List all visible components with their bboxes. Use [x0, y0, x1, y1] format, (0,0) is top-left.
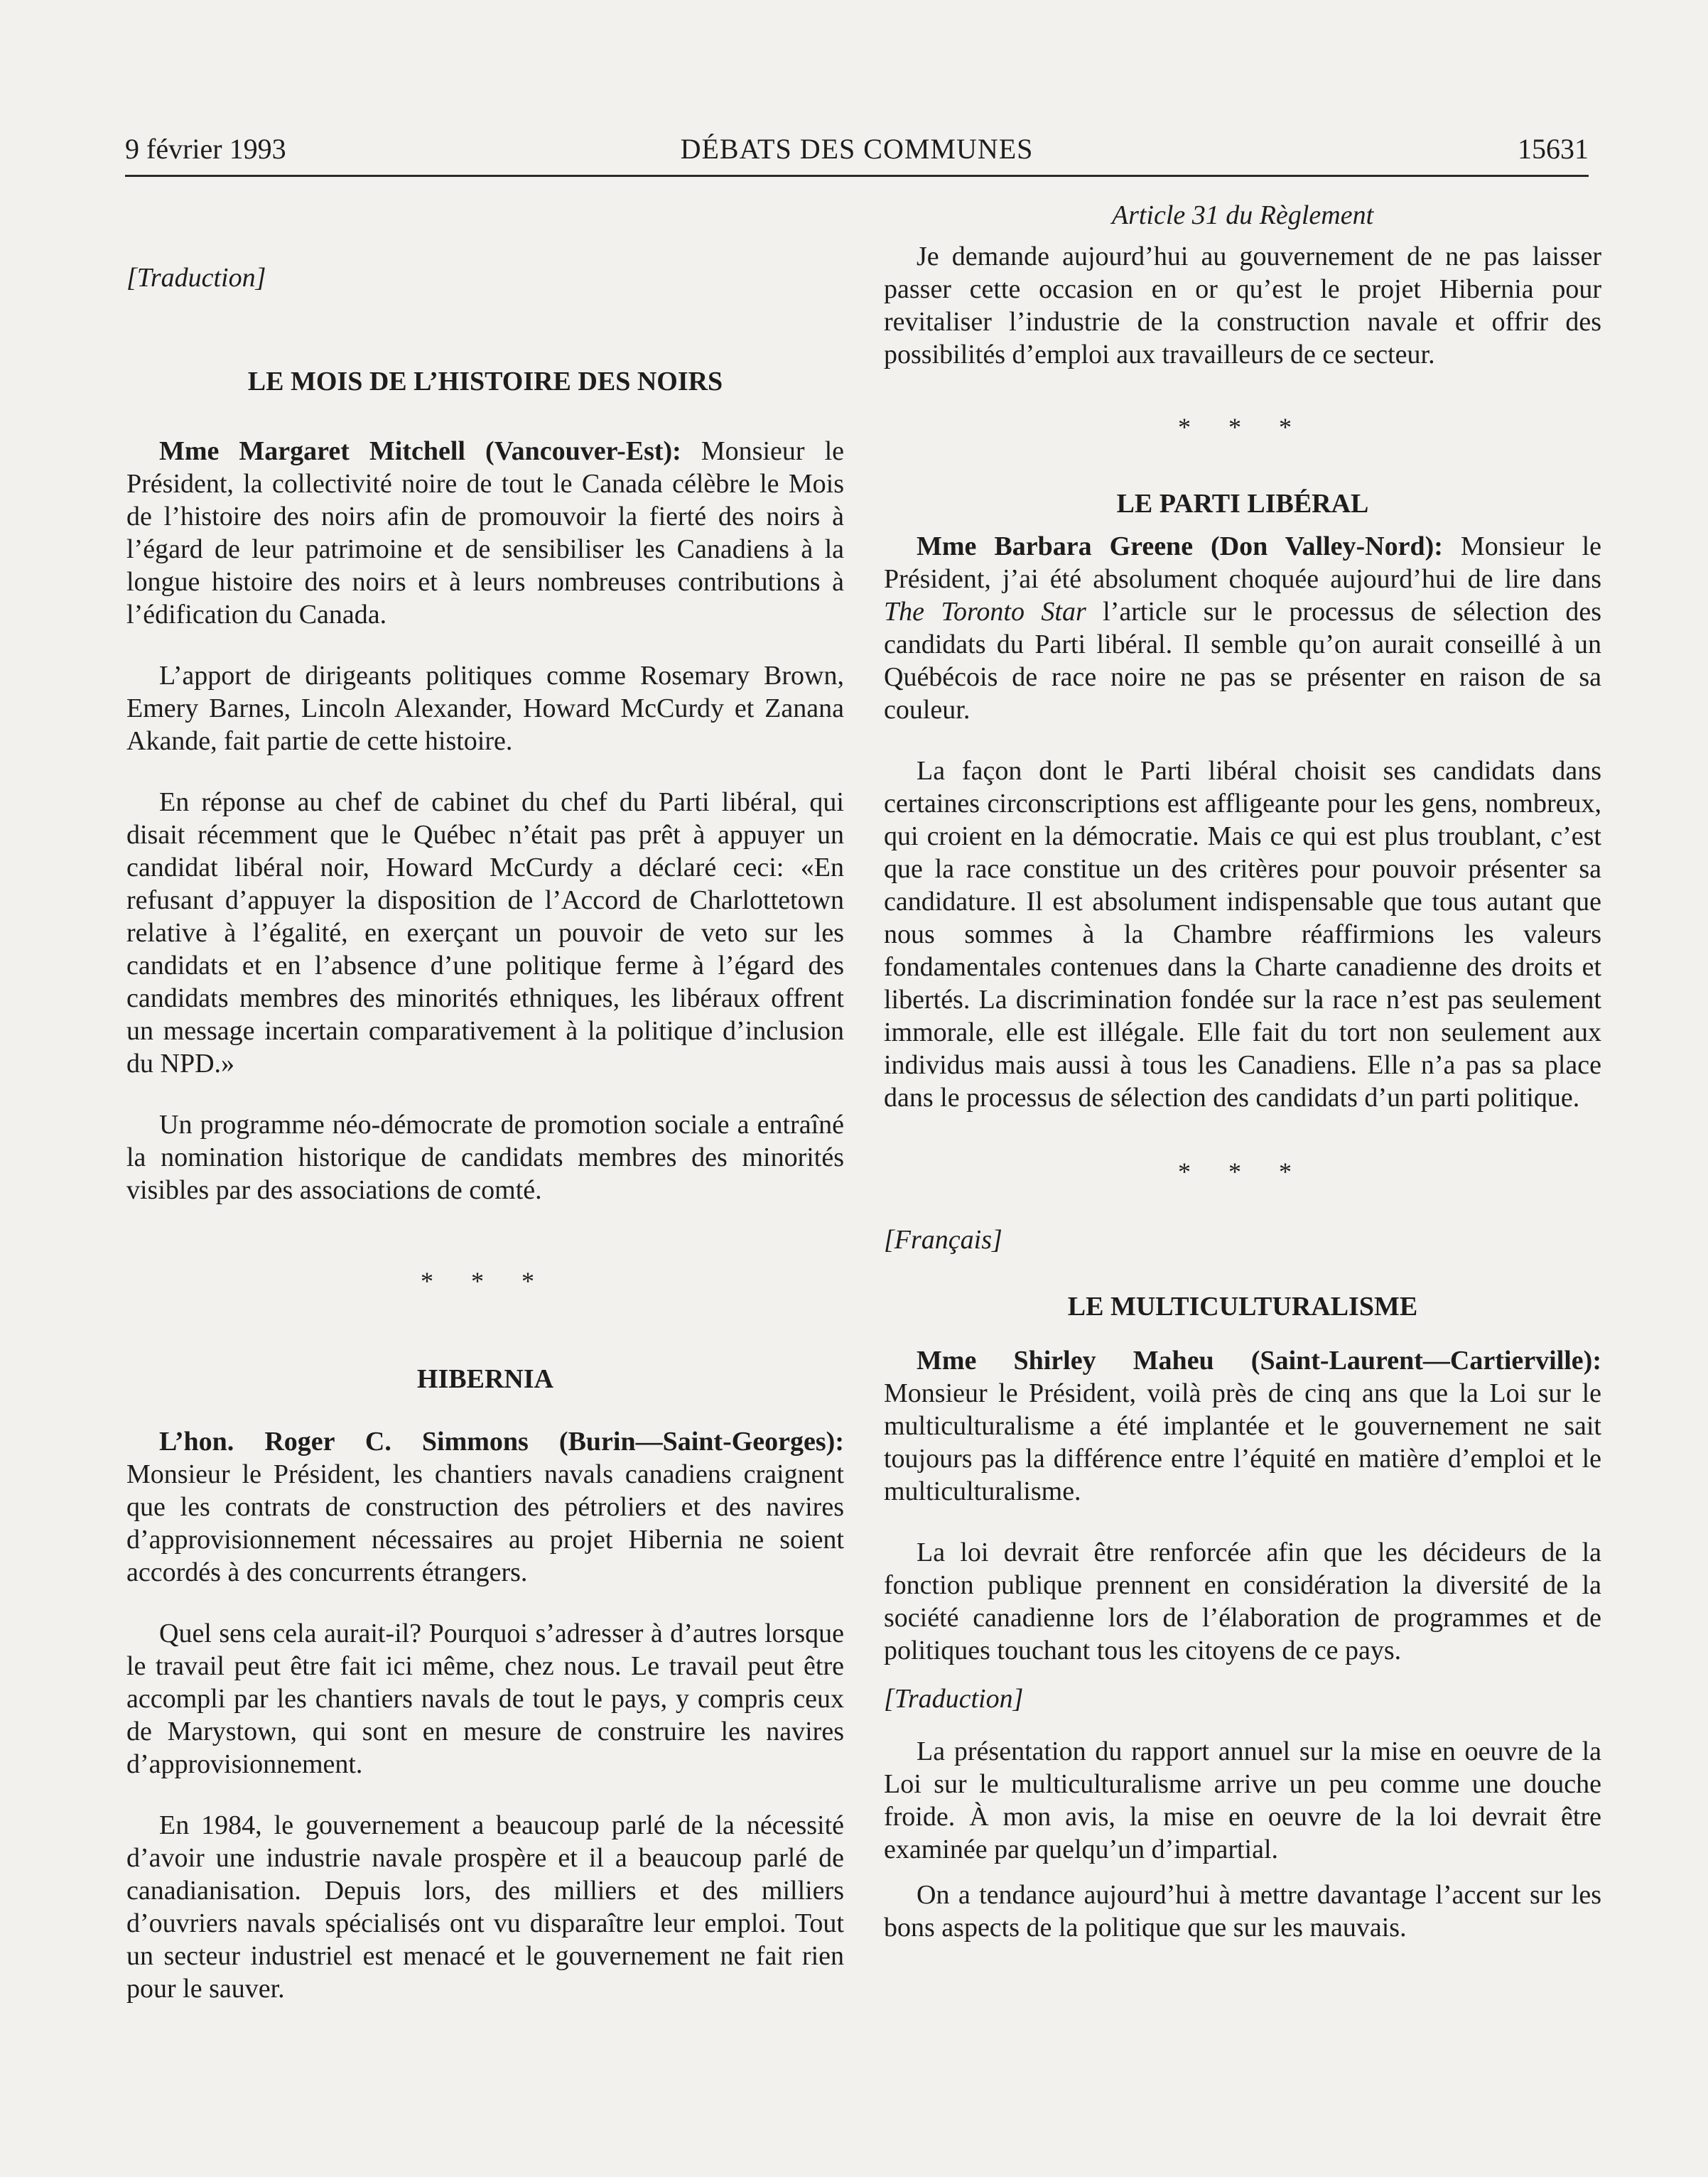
paragraph: Quel sens cela aurait-il? Pourquoi s’adresser à d’autres lorsque le travail peut être fait ici même, chez nous. Le travail peut être accompli par les chantiers navals de tout le pays, y compris ceux de Marystown, qui sont en mesure de construire les navires d’approvisionnement. [126, 1619, 844, 1779]
section-heading-black-history: LE MOIS DE L’HISTOIRE DES NOIRS [247, 367, 723, 396]
section-heading-liberal-party: LE PARTI LIBÉRAL [1116, 489, 1369, 519]
header-date: 9 février 1993 [125, 133, 286, 165]
paragraph: L’hon. Roger C. Simmons (Burin—Saint-Georges): Monsieur le Président, les chantiers navals canadiens craignent que les contrats de construction des pétroliers et des navires d’approvisionnement nécessaires au projet Hibernia ne soient accordés à des concurrents étrangers. [126, 1427, 844, 1587]
page-header [125, 132, 1589, 177]
paragraph: En 1984, le gouvernement a beaucoup parlé de la nécessité d’avoir une industrie navale prospère et il a beaucoup parlé de canadianisation. Depuis lors, des milliers et des milliers d’ouvriers navals spécialisés ont vu disparaître leur emploi. Tout un secteur industriel est menacé et le gouvernement ne fait rien pour le sauver. [126, 1810, 844, 2004]
paragraph: La façon dont le Parti libéral choisit ses candidats dans certaines circonscriptions est affligeante pour les gens, nombreux, qui croient en la démocratie. Mais ce qui est plus troublant, c’est que la race constitue un des critères pour pouvoir présenter sa candidature. Il est absolument indispensable que tous autant que nous sommes à la Chambre réaffirmions les valeurs fondamentales contenues dans la Charte canadienne des droits et libertés. La discrimination fondée sur la race n’est pas seulement immorale, elle est illégale. Elle fait du tort non seulement aux individus mais aussi à tous les Canadiens. Elle n’a pas sa place dans le processus de sélection des candidats d’un parti politique. [884, 756, 1601, 1113]
left-column [126, 199, 844, 2005]
section-heading-hibernia: HIBERNIA [416, 1364, 554, 1394]
paragraph: L’apport de dirigeants politiques comme Rosemary Brown, Emery Barnes, Lincoln Alexander, Howard McCurdy et Zanana Akande, fait partie de cette histoire. [126, 661, 844, 756]
paragraph: La présentation du rapport annuel sur la mise en oeuvre de la Loi sur le multiculturalisme arrive un peu comme une douche froide. À mon avis, la mise en oeuvre de la loi devrait être examinée par quelqu’un d’impartial. [884, 1736, 1601, 1864]
section-separator: * * * [421, 1267, 550, 1295]
paragraph: On a tendance aujourd’hui à mettre davantage l’accent sur les bons aspects de la politique que sur les mauvais. [884, 1880, 1601, 1943]
speaker-name: Mme Margaret Mitchell (Vancouver-Est): [159, 436, 681, 466]
header-page-number: 15631 [1518, 133, 1589, 165]
paragraph: Je demande aujourd’hui au gouvernement de ne pas laisser passer cette occasion en or qu’est le projet Hibernia pour revitaliser l’industrie de la construction navale et offrir des possibilités d’emploi aux travailleurs de ce secteur. [884, 242, 1601, 369]
language-tag: [Traduction] [126, 263, 266, 293]
newspaper-title: The Toronto Star [884, 597, 1086, 627]
paragraph: Mme Barbara Greene (Don Valley-Nord): Monsieur le Président, j’ai été absolument choquée aujourd’hui de lire dans The Toronto Star l’article sur le processus de sélection des candidats du Parti libéral. Il semble qu’on aurait conseillé à un Québécois de race noire ne pas se présenter en raison de sa couleur. [884, 531, 1602, 725]
section-separator: * * * [1178, 1157, 1307, 1186]
paragraph: Un programme néo-démocrate de promotion sociale a entraîné la nomination historique de candidats membres des minorités visibles par des associations de comté. [126, 1110, 844, 1205]
right-column [884, 199, 1601, 1944]
paragraph: En réponse au chef de cabinet du chef du Parti libéral, qui disait récemment que le Québec n’était pas prêt à appuyer un candidat libéral noir, Howard McCurdy a déclaré ceci: «En refusant d’appuyer la disposition de l’Accord de Charlottetown relative à l’égalité, en exerçant un pouvoir de veto sur les candidats et en l’absence d’une politique ferme à l’égard des candidats membres des minorités ethniques, les libéraux offrent un message incertain comparativement à la politique d’inclusion du NPD.» [126, 787, 844, 1079]
language-tag: [Français] [884, 1225, 1002, 1255]
section-heading-multiculturalism: LE MULTICULTURALISME [1067, 1292, 1418, 1322]
standing-order-subtitle: Article 31 du Règlement [1111, 200, 1374, 230]
paragraph: Mme Margaret Mitchell (Vancouver-Est): Monsieur le Président, la collectivité noire de tout le Canada célèbre le Mois de l’histoire des noirs afin de promouvoir la fierté des noirs à l’égard de leur patrimoine et de sensibiliser les Canadiens à la longue histoire des noirs et à leurs nombreuses contributions à l’édification du Canada. [126, 436, 844, 630]
speaker-name: Mme Shirley Maheu (Saint-Laurent—Cartierville): [917, 1346, 1601, 1376]
section-separator: * * * [1178, 413, 1307, 441]
language-tag: [Traduction] [884, 1684, 1024, 1714]
speaker-name: L’hon. Roger C. Simmons (Burin—Saint-Georges): [159, 1427, 844, 1457]
paragraph: La loi devrait être renforcée afin que les décideurs de la fonction publique prennent en considération la diversité de la société canadienne lors de l’élaboration de programmes et de politiques touchant tous les citoyens de ce pays. [884, 1538, 1601, 1665]
paragraph: Mme Shirley Maheu (Saint-Laurent—Cartierville): Monsieur le Président, voilà près de cinq ans que la Loi sur le multiculturalisme a été implantée et le gouvernement ne sait toujours pas la différence entre l’équité en matière d’emploi et le multiculturalisme. [884, 1346, 1601, 1506]
speaker-name: Mme Barbara Greene (Don Valley-Nord): [917, 531, 1443, 561]
header-title: DÉBATS DES COMMUNES [680, 133, 1034, 165]
